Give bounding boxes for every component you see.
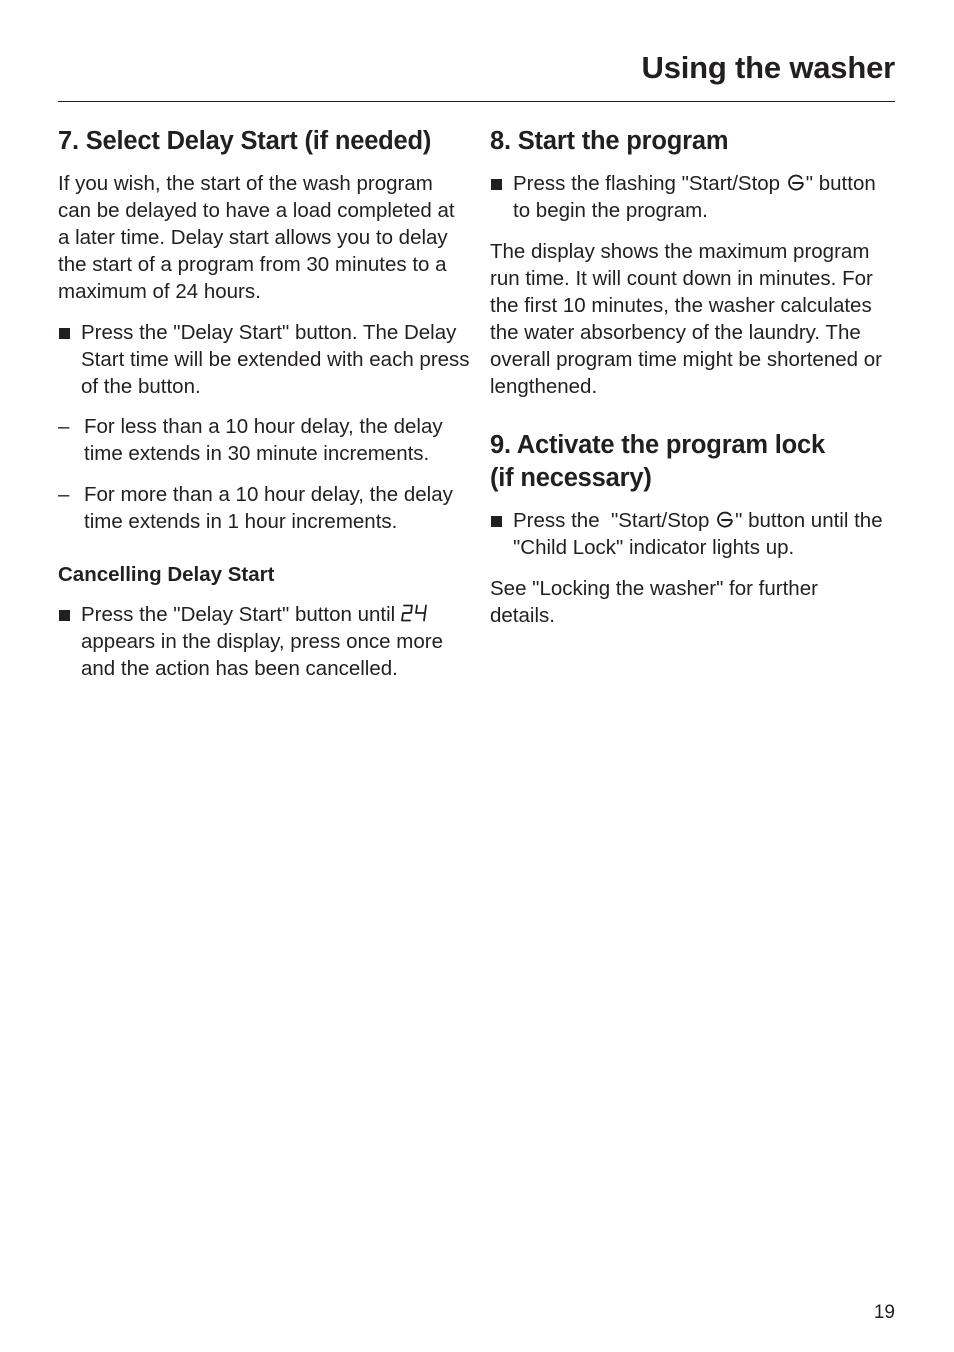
right-column	[490, 124, 895, 629]
cancel-bullet	[58, 601, 451, 682]
section-7-bullet-text: Press the "Delay Start" button. The Delay Start time will be extended with each press of the button.	[81, 321, 470, 398]
page-number: 19	[873, 1302, 895, 1323]
section-9-bullet-text-after: " button until the "Child Lock" indicator lights up.	[513, 509, 883, 559]
section-9-bullet-text-before: Press the "Start/Stop	[513, 509, 716, 532]
dash-item-2-text: For more than a 10 hour delay, the delay time extends in 1 hour increments.	[84, 483, 453, 533]
header-rule	[58, 101, 895, 102]
section-9-heading-line-1: 9. Activate the program lock	[490, 431, 825, 459]
section-8-body: The display shows the maximum program run time. It will count down in minutes. For the first 10 minutes, the washer calculates the water absorbency of the laundry. The overall program time might be shortened or lengthened.	[490, 240, 882, 398]
dash-mark: –	[58, 415, 70, 438]
section-7-dash-item-2	[58, 481, 464, 535]
section-8-bullet	[490, 170, 883, 224]
section-9-heading	[490, 429, 895, 495]
power-start-stop-icon	[787, 174, 805, 192]
square-bullet-icon	[491, 179, 502, 190]
power-start-stop-icon	[716, 511, 734, 529]
cancel-bullet-text-before: Press the "Delay Start" button until	[81, 603, 401, 626]
page-header-title: Using the washer	[641, 50, 895, 85]
dash-item-1-text: For less than a 10 hour delay, the delay time extends in 30 minute increments.	[84, 415, 443, 465]
section-9-heading-line-2: (if necessary)	[490, 464, 652, 492]
square-bullet-icon	[59, 610, 70, 621]
square-bullet-icon	[59, 328, 70, 339]
section-8-heading: 8. Start the program	[490, 127, 729, 155]
display-digits-icon	[401, 603, 428, 623]
seven-segment-display-value	[401, 603, 428, 626]
cancel-heading: Cancelling Delay Start	[58, 563, 275, 586]
cancel-bullet-text-after: appears in the display, press once more and the action has been cancelled.	[81, 630, 443, 680]
section-8-bullet-text-after: " button to begin the program.	[513, 172, 876, 222]
dash-mark: –	[58, 483, 70, 506]
section-7-intro: If you wish, the start of the wash program can be delayed to have a load completed at a later time. Delay start allows you to delay the start of a program from 30 minutes to a maximum of 24 hours.	[58, 172, 455, 303]
section-7-bullet	[58, 319, 470, 400]
section-7-heading: 7. Select Delay Start (if needed)	[58, 127, 432, 155]
section-9-bullet	[490, 507, 895, 561]
left-column	[58, 124, 470, 682]
section-8-bullet-text-before: Press the flashing "Start/Stop	[513, 172, 786, 195]
section-7-dash-item-1	[58, 413, 454, 467]
section-9-body: See "Locking the washer" for further details.	[490, 577, 818, 627]
square-bullet-icon	[491, 516, 502, 527]
